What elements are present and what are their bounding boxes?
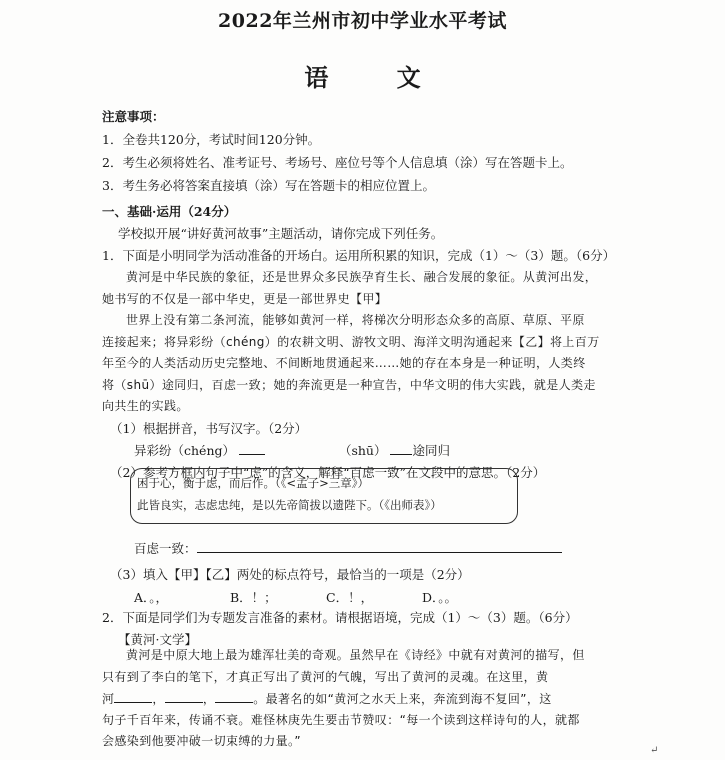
answer-blank[interactable]	[165, 688, 203, 703]
passage-line-blanks	[102, 688, 582, 710]
passage-1	[102, 267, 662, 418]
passage-line: 句子千百年来，传诵不衰。难怪林庚先生要击节赞叹：“每一个读到这样诗句的人，就都	[102, 712, 580, 727]
quote-line: 此皆良实，志虑忠纯，是以先帝简拔以遗陛下。（《出师表》）	[137, 498, 442, 512]
passage-line: 只有到了李白的笔下，才真正写出了黄河的气魄，写出了黄河的灵魂。在这里，黄	[102, 669, 549, 684]
pinyin-b: （shū）	[338, 442, 387, 458]
passage-text: 。最著名的如“黄河之水天上来，奔流到海不复回”，这	[253, 692, 552, 706]
passage-line: 黄河是中原大地上最为雄浑壮美的奇观。虽然早在《诗经》中就有对黄河的描写，但	[126, 648, 585, 662]
answer-blank[interactable]	[215, 688, 253, 703]
passage-text: 河	[102, 692, 115, 706]
answer-row	[102, 538, 572, 557]
question-1-stem: 1．下面是小明同学为活动准备的开场白。运用所积累的知识，完成（1）～（3）题。（6分）	[102, 248, 616, 263]
answer-blank[interactable]	[239, 440, 265, 455]
passage-line: 她书写的不仅是一部中华史，更是一部世界史【甲】	[102, 291, 388, 306]
option-d[interactable]: D．。。	[422, 590, 458, 605]
answer-blank[interactable]	[197, 538, 562, 553]
sub-question-3	[102, 565, 662, 583]
subject-title: 语 文	[304, 63, 451, 92]
notice-item: 1．全卷共120分，考试时间120分钟。	[102, 132, 321, 147]
option-b[interactable]: B．！；	[230, 590, 277, 605]
return-mark-icon: ↵	[650, 745, 659, 756]
passage-line: 黄河是中华民族的象征，还是世界众多民族孕育生长、融合发展的象征。从黄河出发，	[126, 270, 598, 284]
notice-heading: 注意事项：	[102, 109, 165, 124]
punct: ，	[202, 692, 216, 706]
material-title: 【黄河·文学】	[118, 632, 197, 647]
question-2-stem: 2．下面是同学们为专题发言准备的素材。请根据语境，完成（1）～（3）题。（6分）	[102, 610, 578, 625]
pinyin-b-tail: 途同归	[412, 442, 450, 458]
quote-line: 困于心，衡于虑，而后作。（《<孟子>三章》）	[137, 476, 370, 490]
passage-line: 会感染到他要冲破一切束缚的力量。”	[102, 734, 302, 748]
pinyin-a: 异彩纷（chéng）	[134, 442, 236, 458]
answer-label: 百虑一致：	[134, 541, 197, 556]
section-basic	[102, 201, 662, 484]
options-row	[134, 588, 518, 606]
option-a[interactable]: A．。，	[134, 590, 169, 605]
sub-question-1: （1）根据拼音，书写汉字。（2分）	[110, 420, 308, 436]
passage-line: 将（shū）途同归，百虑一致；她的奔流更是一种宣告，中华文明的伟大实践，就是人类走	[102, 377, 596, 392]
answer-blank[interactable]	[114, 688, 152, 703]
exam-title: 2022年兰州市初中学业水平考试	[218, 10, 507, 32]
pinyin-row	[102, 440, 662, 462]
notice-item: 3．考生务必将答案直接填（涂）写在答题卡的相应位置上。	[102, 178, 435, 193]
option-c[interactable]: C．！，	[326, 590, 374, 605]
section-title: 一、基础·运用（24分）	[102, 204, 237, 219]
section-intro: 学校拟开展“讲好黄河故事”主题活动，请你完成下列任务。	[118, 226, 444, 241]
passage-line: 年至今的人类活动历史完整地、不间断地贯通起来……她的存在本身是一种证明，人类终	[102, 356, 586, 370]
notice-item: 2．考生必须将姓名、准考证号、考场号、座位号等个人信息填（涂）写在答题卡上。	[102, 155, 573, 170]
punct: ，	[152, 692, 165, 706]
passage-2	[102, 645, 585, 753]
passage-line: 世界上没有第二条河流，能够如黄河一样，将梯次分明形态众多的高原、草原、平原	[126, 313, 585, 327]
notice-block	[102, 105, 662, 197]
sub-question-3-text: （3）填入【甲】【乙】两处的标点符号，最恰当的一项是（2分）	[110, 567, 470, 582]
answer-blank[interactable]	[390, 440, 412, 455]
passage-line: 连接起来；将异彩纷（chéng）的农耕文明、游牧文明、海洋文明沟通起来【乙】将上百万	[102, 334, 600, 349]
passage-line: 向共生的实践。	[102, 399, 189, 413]
sub-question-2: （2）参考方框内句子中“虑”的含义，解释“百虑一致”在文段中的意思。（2分）	[110, 464, 546, 480]
reference-quote-box	[130, 468, 518, 524]
